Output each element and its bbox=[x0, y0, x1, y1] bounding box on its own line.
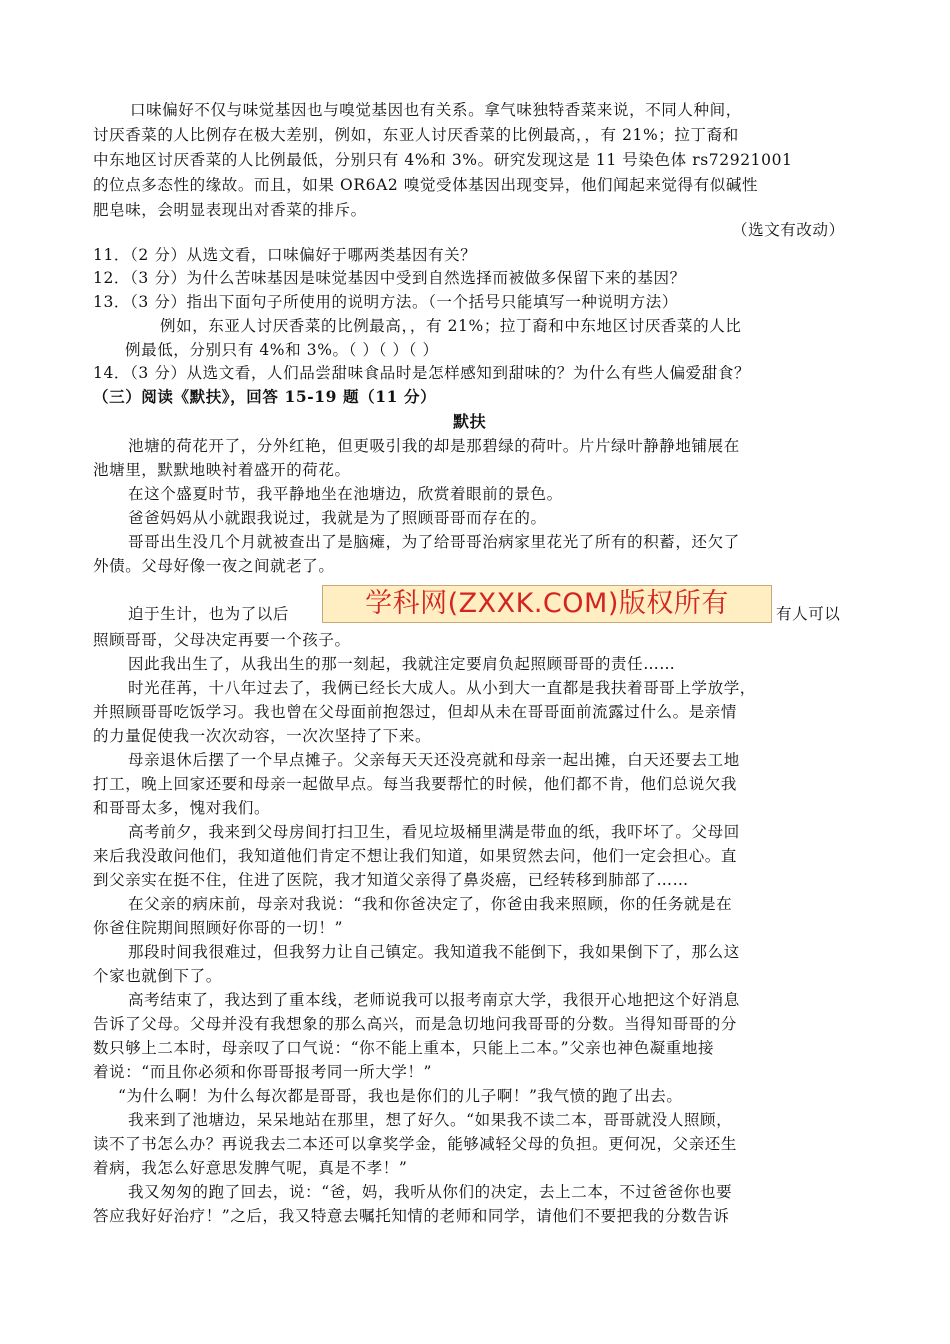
story-line: “为什么啊！为什么每次都是哥哥，我也是你们的儿子啊！”我气愤的跑了出去。 bbox=[118, 1087, 683, 1105]
story-line: 在这个盛夏时节，我平静地坐在池塘边，欣赏着眼前的景色。 bbox=[128, 485, 563, 503]
story-line: 读不了书怎么办？再说我去二本还可以拿奖学金，能够减轻父母的负担。更何况，父亲还生 bbox=[93, 1135, 738, 1153]
passage-line: 口味偏好不仅与味觉基因也与嗅觉基因也有关系。拿气味独特香菜来说，不同人种间， bbox=[130, 101, 742, 119]
source-note: （选文有改动） bbox=[732, 221, 845, 239]
copyright-watermark: 学科网(ZXXK.COM)版权所有 bbox=[322, 585, 772, 623]
story-line: 着说：“而且你必须和你哥哥报考同一所大学！” bbox=[93, 1063, 433, 1081]
story-line: 外债。父母好像一夜之间就老了。 bbox=[93, 557, 335, 575]
story-line: 的力量促使我一次次动容，一次次坚持了下来。 bbox=[93, 727, 432, 745]
story-line: 在父亲的病床前，母亲对我说：“我和你爸决定了，你爸由我来照顾，你的任务就是在 bbox=[128, 895, 733, 913]
story-line: 因此我出生了，从我出生的那一刻起，我就注定要肩负起照顾哥哥的责任…… bbox=[128, 655, 676, 673]
story-title: 默扶 bbox=[453, 412, 487, 431]
story-line: 有人可以 bbox=[776, 605, 841, 623]
passage-line: 讨厌香菜的人比例存在极大差别，例如，东亚人讨厌香菜的比例最高，，有 21%；拉丁裔和 bbox=[93, 126, 739, 144]
passage-line: 中东地区讨厌香菜的人比例最低，分别只有 4%和 3%。研究发现这是 11 号染色体 rs72921001 bbox=[93, 151, 793, 169]
question-13-quote: 例如，东亚人讨厌香菜的比例最高，，有 21%；拉丁裔和中东地区讨厌香菜的人比 bbox=[160, 317, 742, 335]
story-line: 我又匆匆的跑了回去，说：“爸，妈，我听从你们的决定，去上二本，不过爸爸你也要 bbox=[128, 1183, 733, 1201]
story-line: 池塘的荷花开了，分外红艳，但更吸引我的却是那碧绿的荷叶。片片绿叶静静地铺展在 bbox=[128, 437, 740, 455]
question-14: 14．（3 分）从选文看，人们品尝甜味食品时是怎样感知到甜味的？为什么有些人偏爱甜食？ bbox=[93, 364, 751, 382]
story-line: 个家也就倒下了。 bbox=[93, 967, 222, 985]
story-line: 着病，我怎么好意思发脾气呢，真是不孝！” bbox=[93, 1159, 408, 1177]
passage-line: 肥皂味，会明显表现出对香菜的排斥。 bbox=[93, 201, 367, 219]
story-line: 来后我没敢问他们，我知道他们肯定不想让我们知道，如果贸然去问，他们一定会担心。直 bbox=[93, 847, 738, 865]
story-line: 时光荏苒，十八年过去了，我俩已经长大成人。从小到大一直都是我扶着哥哥上学放学， bbox=[128, 679, 756, 697]
story-line: 哥哥出生没几个月就被查出了是脑瘫，为了给哥哥治病家里花光了所有的积蓄，还欠了 bbox=[128, 533, 740, 551]
passage-line: 的位点多态性的缘故。而且，如果 OR6A2 嗅觉受体基因出现变异，他们闻起来觉得有似碱性 bbox=[93, 176, 759, 194]
story-line: 照顾哥哥，父母决定再要一个孩子。 bbox=[93, 631, 351, 649]
section-heading: （三）阅读《默扶》，回答 15-19 题（11 分） bbox=[93, 387, 437, 406]
story-line: 高考前夕，我来到父母房间打扫卫生，看见垃圾桶里满是带血的纸，我吓坏了。父母回 bbox=[128, 823, 740, 841]
story-line: 你爸住院期间照顾好你哥的一切！” bbox=[93, 919, 344, 937]
story-line: 母亲退休后摆了一个早点摊子。父亲每天天还没亮就和母亲一起出摊，白天还要去工地 bbox=[128, 751, 740, 769]
story-line: 告诉了父母。父母并没有我想象的那么高兴，而是急切地问我哥哥的分数。当得知哥哥的分 bbox=[93, 1015, 738, 1033]
question-13-blanks: 例最低，分别只有 4%和 3%。（ ）（ ）（ ） bbox=[125, 341, 439, 359]
question-12: 12．（3 分）为什么苦味基因是味觉基因中受到自然选择而被做多保留下来的基因？ bbox=[93, 269, 686, 287]
story-line: 打工，晚上回家还要和母亲一起做早点。每当我要帮忙的时候，他们都不肯，他们总说欠我 bbox=[93, 775, 738, 793]
story-line: 池塘里，默默地映衬着盛开的荷花。 bbox=[93, 461, 351, 479]
question-13: 13．（3 分）指出下面句子所使用的说明方法。（一个括号只能填写一种说明方法） bbox=[93, 293, 678, 311]
story-line: 答应我好好治疗！”之后，我又特意去嘱托知情的老师和同学，请他们不要把我的分数告诉 bbox=[93, 1207, 730, 1225]
story-line: 到父亲实在挺不住，住进了医院，我才知道父亲得了鼻炎癌，已经转移到肺部了…… bbox=[93, 871, 689, 889]
story-line: 迫于生计，也为了以后 bbox=[128, 605, 290, 623]
story-line: 和哥哥太多，愧对我们。 bbox=[93, 799, 271, 817]
story-line: 数只够上二本时，母亲叹了口气说：“你不能上重本，只能上二本。”父亲也神色凝重地接 bbox=[93, 1039, 715, 1057]
story-line: 那段时间我很难过，但我努力让自己镇定。我知道我不能倒下，我如果倒下了，那么这 bbox=[128, 943, 740, 961]
story-line: 爸爸妈妈从小就跟我说过，我就是为了照顾哥哥而存在的。 bbox=[128, 509, 547, 527]
story-line: 并照顾哥哥吃饭学习。我也曾在父母面前抱怨过，但却从未在哥哥面前流露过什么。是亲情 bbox=[93, 703, 738, 721]
story-line: 我来到了池塘边，呆呆地站在那里，想了好久。“如果我不读二本，哥哥就没人照顾， bbox=[128, 1111, 733, 1129]
question-11: 11．（2 分）从选文看，口味偏好于哪两类基因有关？ bbox=[93, 246, 477, 264]
story-line: 高考结束了，我达到了重本线，老师说我可以报考南京大学，我很开心地把这个好消息 bbox=[128, 991, 740, 1009]
